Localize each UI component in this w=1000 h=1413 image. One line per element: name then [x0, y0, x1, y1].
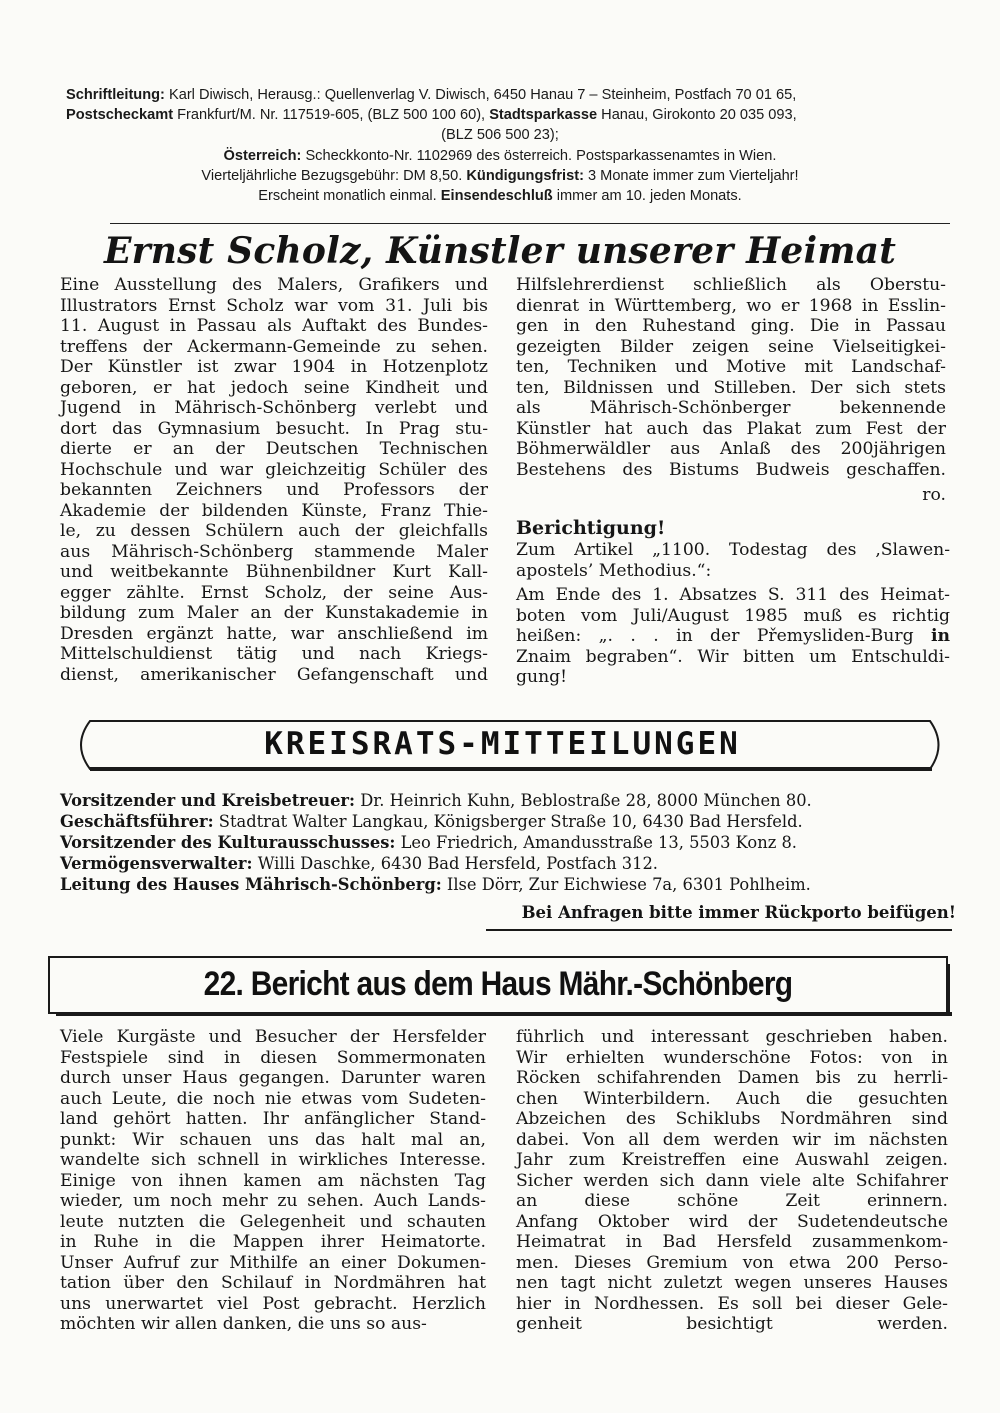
article-line: geboren, er hat jedoch seine Kindheit und: [60, 377, 488, 398]
impressum-text: (BLZ 506 500 23);: [441, 127, 559, 144]
berichtigung-heading: Berichtigung!: [516, 517, 666, 539]
kreisrat-banner: [60, 717, 945, 771]
article-line: Der Künstler ist zwar 1904 in Hotzenplotz: [60, 357, 488, 377]
impressum-text: immer am 10. jeden Monats.: [552, 188, 742, 205]
bericht-line: Anfang Oktober wird der Sudetendeutsche: [516, 1211, 948, 1232]
impressum-line-2: [60, 105, 940, 125]
impressum-line-4: [60, 146, 940, 166]
article-line: Illustrators Ernst Scholz war vom 31. Juli bis: [60, 295, 488, 316]
article-line: dienst, amerikanischer Gefangenschaft und: [60, 664, 488, 685]
article-line: Eine Ausstellung des Malers, Grafikers und: [60, 275, 488, 295]
bericht-line: auch Leute, die noch nie etwas vom Sudeten-: [60, 1088, 486, 1109]
article-line: ten, Techniken und Motive mit Landschaf-: [516, 357, 946, 377]
bericht-line: wieder, um noch mehr zu sehen. Auch Lands-: [60, 1191, 486, 1211]
impressum-text: Hanau, Girokonto 20 035 093,: [597, 107, 797, 124]
berichtigung-body: [516, 540, 950, 688]
impressum-text: Scheckkonto-Nr. 1102969 des österreich. Postsparkassenamtes in Wien.: [301, 147, 777, 164]
impressum-line-1: [60, 85, 940, 105]
kreisrat-contacts: [60, 790, 960, 895]
contact-role: Leitung des Hauses Mährisch-Schönberg:: [60, 875, 442, 894]
impressum-text: 3 Monate immer zum Vierteljahr!: [583, 167, 799, 184]
bericht-line: Wir erhielten wunderschöne Fotos: von in: [516, 1047, 948, 1068]
article-line: Bestehens des Bistums Budweis geschaffen.: [516, 459, 946, 480]
bericht-line: Sicher werden sich dann viele alte Schifahrer: [516, 1170, 948, 1191]
berichtigung-line: apostels’ Methodius.“:: [516, 560, 712, 581]
return-postage-notice: Bei Anfragen bitte immer Rückporto beifügen!: [521, 903, 956, 922]
berichtigung-line: boten vom Juli/August 1985 muß es richtig: [516, 605, 950, 626]
bericht-line: genheit besichtigt werden.: [516, 1314, 948, 1334]
bericht-line: Einige von ihnen kamen am nächsten Tag: [60, 1170, 486, 1191]
bericht-line: möchten wir allen danken, die uns so aus-: [60, 1314, 427, 1334]
bericht-line: an diese schöne Zeit erinnern.: [516, 1191, 948, 1211]
bericht-line: Röcken schifahrenden Damen bis zu herrli-: [516, 1068, 948, 1088]
bericht-line: men. Dieses Gremium von etwa 200 Perso-: [516, 1252, 948, 1273]
article-line: und weitbekannte Bühnenbildner Kurt Kall-: [60, 562, 488, 582]
bericht-line: uns unerwartet viel Post gebracht. Herzlich: [60, 1293, 486, 1314]
article-line: gen in den Ruhestand ging. Die in Passau: [516, 316, 946, 336]
article-line: Hochschule und war gleichzeitig Schüler des: [60, 459, 488, 480]
impressum-header: [60, 85, 940, 206]
berichtigung-line: Znaim begraben“. Wir bitten um Entschuldi-: [516, 646, 950, 667]
contact-role: Geschäftsführer:: [60, 812, 214, 831]
contact-details: Ilse Dörr, Zur Eichwiese 7a, 6301 Pohlheim.: [441, 875, 811, 894]
banner-title: KREISRATS-MITTEILUNGEN: [264, 726, 741, 762]
article-line: dienrat in Württemberg, wo er 1968 in Esslin-: [516, 295, 946, 316]
bericht-line: wandelte sich schnell in wirkliches Interesse.: [60, 1150, 486, 1170]
bericht-line: punkt: Wir schauen uns das halt mal an,: [60, 1129, 486, 1150]
header-divider: [110, 223, 950, 224]
article-title: Ernst Scholz, Künstler unserer Heimat: [103, 230, 897, 272]
article-line: dort das Gymnasium besucht. In Prag stu-: [60, 418, 488, 439]
kreisrat-contact-row: [60, 832, 960, 853]
bericht-line: Jahr zum Kreistreffen eine Auswahl zeigen.: [516, 1150, 948, 1170]
article-right-column: [516, 275, 946, 480]
article-left-column: [60, 275, 488, 685]
berichtigung-line: Am Ende des 1. Absatzes S. 311 des Heimat-: [516, 585, 950, 605]
article-line: Jugend in Mährisch-Schönberg verlebt und: [60, 398, 488, 418]
bericht-line: Heimatrat in Bad Hersfeld zusammenkom-: [516, 1232, 948, 1252]
article-line: 11. August in Passau als Auftakt des Bundes-: [60, 316, 488, 336]
article-line: bekannten Zeichners und Professors der: [60, 480, 488, 500]
article-line: Hilfslehrerdienst schließlich als Oberstu-: [516, 275, 946, 295]
berichtigung-line: [516, 626, 950, 647]
contact-role: Vorsitzender und Kreisbetreuer:: [60, 791, 356, 810]
article-line: dierte er an der Deutschen Technischen: [60, 439, 488, 459]
impressum-label: Postscheckamt: [66, 107, 174, 124]
bericht-line: durch unser Haus gegangen. Darunter waren: [60, 1068, 486, 1088]
bericht-right-column: [516, 1027, 948, 1335]
article-line: Dresden ergänzt hatte, war anschließend im: [60, 623, 488, 644]
article-signature-wrap: [516, 485, 946, 506]
bericht-line: führlich und interessant geschrieben haben.: [516, 1027, 948, 1047]
berichtigung-line: gung!: [516, 667, 568, 687]
bericht-line: nen tagt nicht zuletzt wegen unseres Hauses: [516, 1273, 948, 1293]
bericht-line: dabei. Von all dem werden wir im nächsten: [516, 1129, 948, 1150]
kreisrat-contact-row: [60, 874, 960, 895]
impressum-text: Erscheint monatlich einmal.: [258, 188, 437, 205]
bericht-title: 22. Bericht aus dem Haus Mähr.-Schönberg: [203, 965, 793, 1003]
impressum-label: Stadtsparkasse: [489, 107, 598, 124]
notice-underline: [486, 929, 952, 931]
article-line: egger zählte. Ernst Scholz, der seine Aus-: [60, 582, 488, 603]
kreisrat-contact-row: [60, 811, 960, 832]
contact-details: Willi Daschke, 6430 Bad Hersfeld, Postfach 312.: [252, 854, 658, 873]
berichtigung-bold-word: in: [930, 626, 950, 646]
bericht-line: Abzeichen des Schiklubs Nordmähren sind: [516, 1109, 948, 1129]
impressum-label: Österreich:: [223, 147, 302, 164]
impressum-line-6: [60, 186, 940, 206]
contact-role: Vorsitzender des Kulturausschusses:: [60, 833, 396, 852]
contact-details: Leo Friedrich, Amandusstraße 13, 5503 Konz 8.: [395, 833, 797, 852]
bericht-line: Unser Aufruf zur Mithilfe an einer Dokumen-: [60, 1252, 486, 1273]
article-line: le, zu dessen Schülern auch der gleichfalls: [60, 521, 488, 541]
impressum-label: Einsendeschluß: [440, 188, 553, 205]
berichtigung-line: Zum Artikel „1100. Todestag des ‚Slawen-: [516, 540, 950, 560]
impressum-text: Karl Diwisch, Herausg.: Quellenverlag V. Diwisch, 6450 Hanau 7 – Steinheim, Postfach 70 01 65,: [164, 87, 797, 103]
article-line: gezeigten Bilder zeigen seine Vielseitigkei-: [516, 336, 946, 357]
impressum-text: Frankfurt/M. Nr. 117519-605, (BLZ 500 100 60),: [173, 107, 486, 124]
article-line: bildung zum Maler an der Kunstakademie in: [60, 603, 488, 623]
bericht-line: hier in Nordhessen. Es soll bei dieser Gele-: [516, 1293, 948, 1314]
article-line: Mittelschuldienst tätig und nach Kriegs-: [60, 644, 488, 664]
berichtigung-section: [516, 510, 950, 688]
contact-details: Stadtrat Walter Langkau, Königsberger Straße 10, 6430 Bad Hersfeld.: [213, 812, 803, 831]
contact-details: Dr. Heinrich Kuhn, Beblostraße 28, 8000 München 80.: [355, 791, 812, 810]
impressum-line-5: [60, 166, 940, 186]
article-line: aus Mährisch-Schönberg stammende Maler: [60, 541, 488, 562]
contact-role: Vermögensverwalter:: [60, 854, 253, 873]
article-line: als Mährisch-Schönberger bekennende: [516, 398, 946, 418]
kreisrat-contact-row: [60, 853, 960, 874]
impressum-line-3: [60, 125, 940, 145]
berichtigung-line-text: heißen: „. . . in der Přemysliden-Burg: [516, 626, 914, 646]
article-line: treffens der Ackermann-Gemeinde zu sehen.: [60, 336, 488, 357]
article-line: Künstler hat auch das Plakat zum Fest der: [516, 418, 946, 439]
article-signature: ro.: [922, 485, 946, 505]
impressum-label: Schriftleitung:: [66, 87, 165, 103]
article-line: ten, Bildnissen und Stilleben. Der sich stets: [516, 377, 946, 398]
bericht-line: chen Winterbildern. Auch die gesuchten: [516, 1088, 948, 1109]
bericht-line: land gehört hatten. Ihr anfänglicher Stand-: [60, 1109, 486, 1129]
article-line: Akademie der bildenden Künste, Franz Thie-: [60, 500, 488, 521]
bericht-line: tation über den Schilauf in Nordmähren hat: [60, 1273, 486, 1293]
article-line: Böhmerwäldler aus Anlaß des 200jährigen: [516, 439, 946, 459]
kreisrat-contact-row: [60, 790, 960, 811]
bericht-line: Festspiele sind in diesen Sommermonaten: [60, 1047, 486, 1068]
bericht-left-column: [60, 1027, 486, 1335]
impressum-label: Kündigungsfrist:: [466, 167, 584, 184]
impressum-text: Vierteljährliche Bezugsgebühr: DM 8,50.: [201, 167, 463, 184]
bericht-line: in Ruhe in die Mappen ihrer Heimatorte.: [60, 1232, 486, 1252]
bericht-line: leute nutzten die Gelegenheit und schauten: [60, 1211, 486, 1232]
bericht-line: Viele Kurgäste und Besucher der Hersfelder: [60, 1027, 486, 1047]
